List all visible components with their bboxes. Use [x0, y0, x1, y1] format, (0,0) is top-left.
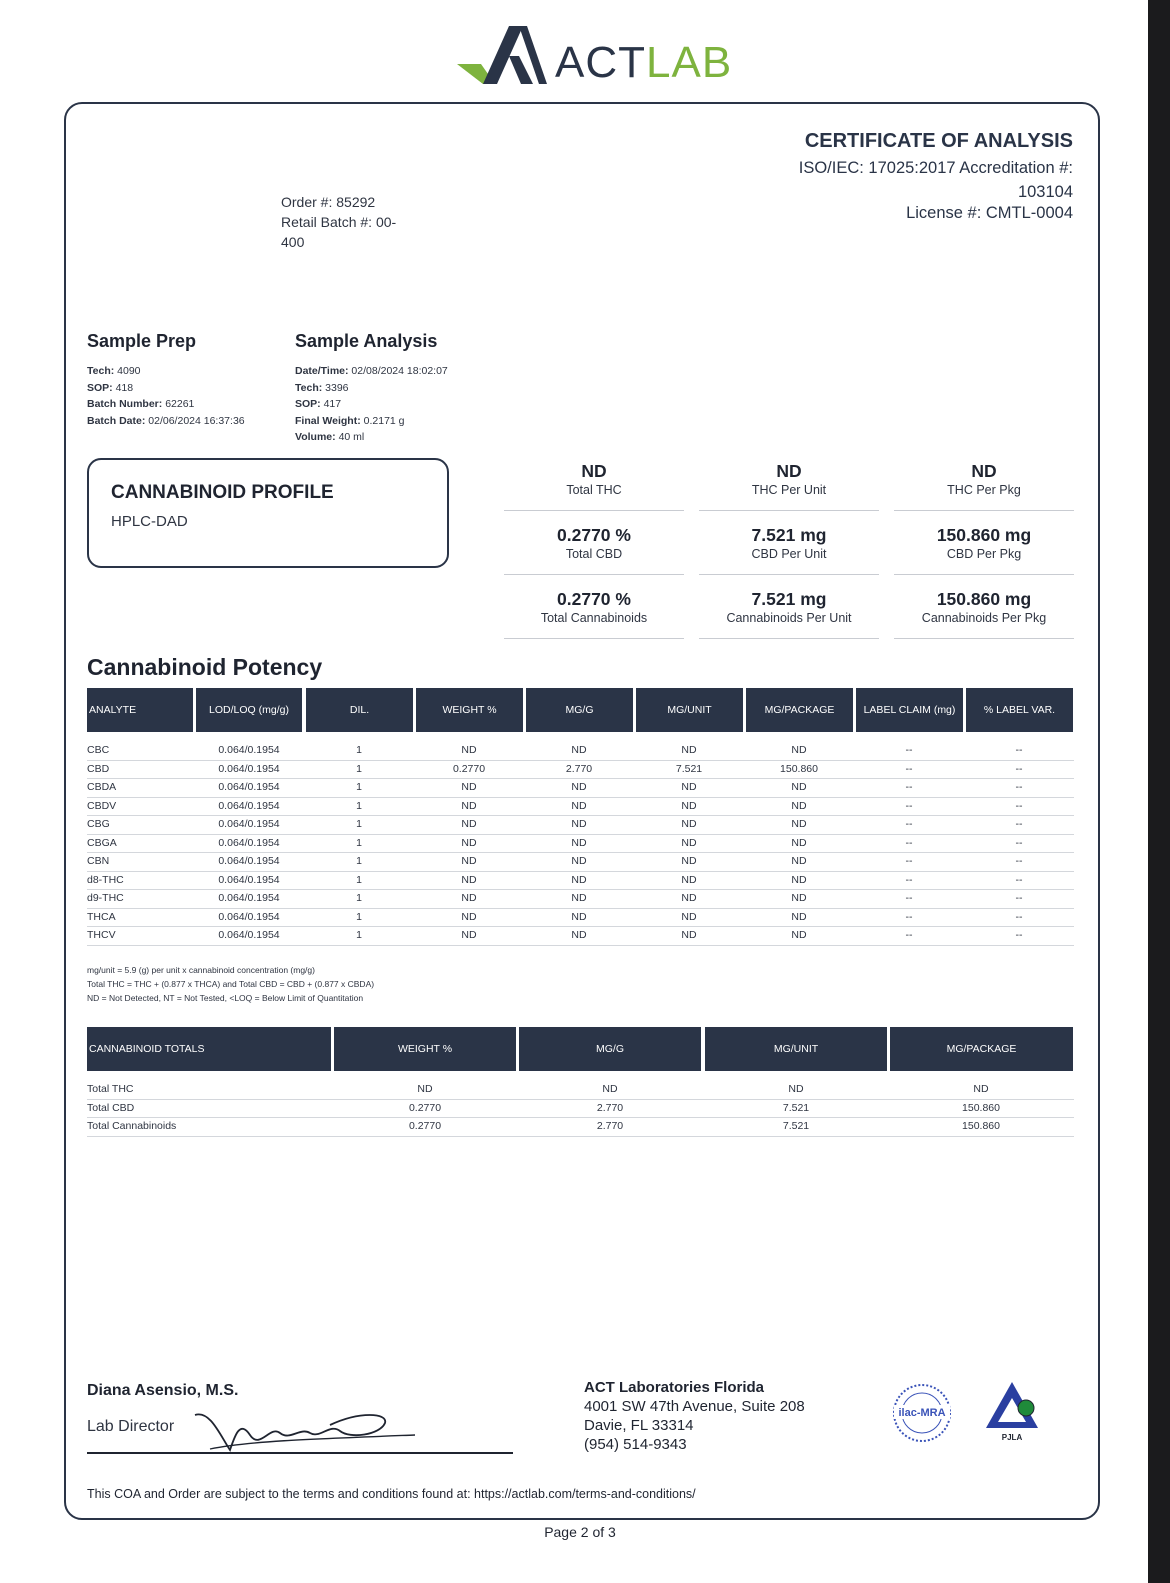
- potency-cell: --: [905, 818, 913, 830]
- potency-cell: 2.770: [565, 762, 593, 775]
- potency-cell: --: [1015, 762, 1023, 775]
- prep-tech-label: Tech:: [87, 365, 115, 377]
- terms-link[interactable]: https://actlab.com/terms-and-conditions/: [474, 1487, 696, 1501]
- prep-batch-number-value: 62261: [165, 398, 195, 410]
- potency-cell: 1: [356, 799, 362, 812]
- potency-row: [87, 926, 1074, 946]
- potency-cell: 1: [356, 855, 362, 867]
- lab-address-line1: 4001 SW 47th Avenue, Suite 208: [584, 1398, 805, 1415]
- totals-header-cell: MG/G: [519, 1027, 701, 1071]
- potency-cell: --: [1015, 873, 1023, 886]
- order-number: Order #: 85292: [281, 194, 376, 210]
- potency-cell: 0.064/0.1954: [218, 836, 280, 849]
- signer-role: Lab Director: [87, 1418, 175, 1435]
- potency-cell: ND: [461, 836, 477, 849]
- profile-title: CANNABINOID PROFILE: [111, 482, 334, 503]
- potency-row: [87, 741, 1074, 761]
- summary-value: 0.2770 %: [557, 589, 631, 609]
- lab-phone: (954) 514-9343: [584, 1436, 687, 1453]
- totals-row: [87, 1099, 1074, 1119]
- potency-cell: 0.2770: [452, 762, 486, 775]
- potency-row: [87, 871, 1074, 891]
- note-line: mg/unit = 5.9 (g) per unit x cannabinoid concentration (mg/g): [87, 965, 315, 975]
- potency-cell: ND: [461, 929, 477, 941]
- potency-cell: ND: [791, 836, 807, 849]
- page-number: Page 2 of 3: [544, 1524, 616, 1540]
- analysis-datetime-label: Date/Time:: [295, 365, 349, 377]
- logo-word-lab: LAB: [646, 38, 733, 87]
- potency-cell: CBDA: [87, 781, 117, 793]
- summary-value: 150.860 mg: [936, 525, 1032, 545]
- potency-cell: ND: [681, 892, 697, 904]
- totals-cell: Total CBD: [87, 1101, 135, 1114]
- potency-cell: ND: [571, 781, 587, 793]
- potency-cell: ND: [791, 799, 807, 812]
- summary-label: CBD Per Pkg: [946, 547, 1022, 561]
- svg-text:PJLA: PJLA: [1001, 1433, 1023, 1442]
- sample-prep-title: Sample Prep: [87, 331, 197, 351]
- potency-cell: 1: [356, 929, 362, 941]
- summary-value: 7.521 mg: [751, 525, 827, 545]
- potency-cell: 150.860: [780, 762, 818, 775]
- potency-row: [87, 797, 1074, 817]
- signature-line: [87, 1452, 513, 1454]
- potency-cell: ND: [681, 744, 697, 756]
- sample-analysis-details: [295, 363, 448, 446]
- potency-cell: ND: [681, 781, 697, 793]
- potency-cell: --: [1015, 929, 1023, 941]
- potency-cell: ND: [571, 799, 587, 812]
- certificate-title: CERTIFICATE OF ANALYSIS: [804, 130, 1073, 152]
- summary-value: 150.860 mg: [936, 589, 1032, 609]
- potency-cell: ND: [681, 818, 697, 830]
- summary-value: 7.521 mg: [751, 589, 827, 609]
- retail-batch: Retail Batch #: 00-400: [281, 214, 397, 250]
- potency-cell: ND: [571, 818, 587, 830]
- potency-cell: --: [1015, 836, 1023, 849]
- prep-sop-value: 418: [115, 381, 134, 394]
- potency-header-cell: WEIGHT %: [416, 688, 523, 732]
- ilac-mra-seal-icon: [891, 1383, 953, 1443]
- potency-cell: --: [905, 873, 913, 886]
- potency-cell: 1: [356, 762, 362, 775]
- analysis-final-weight-value: 0.2171 g: [363, 414, 405, 427]
- summary-value: 0.2770 %: [557, 525, 631, 545]
- potency-cell: ND: [461, 873, 477, 886]
- potency-cell: 0.064/0.1954: [218, 818, 280, 830]
- pjla-seal-icon: [982, 1378, 1048, 1446]
- note-line: Total THC = THC + (0.877 x THCA) and Total CBD = CBD + (0.877 x CBDA): [87, 979, 375, 989]
- potency-cell: 0.064/0.1954: [218, 799, 280, 812]
- potency-cell: ND: [461, 892, 477, 904]
- totals-header-cell: CANNABINOID TOTALS: [87, 1027, 331, 1071]
- potency-cell: ND: [791, 855, 807, 867]
- potency-cell: 1: [356, 781, 362, 793]
- potency-cell: --: [1015, 818, 1023, 830]
- potency-header-cell: LOD/LOQ (mg/g): [196, 688, 302, 732]
- potency-cell: 7.521: [675, 762, 703, 775]
- potency-header-cell: % LABEL VAR.: [966, 688, 1073, 732]
- summary-value: ND: [776, 461, 802, 481]
- summary-label: THC Per Unit: [751, 483, 827, 497]
- potency-cell: CBC: [87, 744, 110, 756]
- summary-label: Cannabinoids Per Unit: [726, 611, 852, 625]
- summary-cell: [894, 586, 1074, 639]
- potency-cell: ND: [461, 781, 477, 793]
- prep-batch-date-label: Batch Date:: [87, 414, 146, 427]
- potency-cell: ND: [681, 799, 697, 812]
- potency-row: [87, 908, 1074, 928]
- potency-cell: 1: [356, 818, 362, 830]
- totals-row: [87, 1080, 1074, 1100]
- iso-accreditation: ISO/IEC: 17025:2017 Accreditation #: 103104: [798, 159, 1073, 201]
- potency-cell: --: [1015, 744, 1023, 756]
- potency-cell: ND: [681, 855, 697, 867]
- potency-cell: 0.064/0.1954: [218, 910, 280, 923]
- totals-cell: 150.860: [962, 1101, 1000, 1114]
- potency-cell: ND: [681, 836, 697, 849]
- analysis-volume-label: Volume:: [295, 431, 336, 443]
- actlab-logo-icon: [457, 26, 555, 88]
- potency-cell: 0.064/0.1954: [218, 744, 280, 756]
- totals-cell: ND: [973, 1083, 989, 1095]
- potency-cell: --: [905, 762, 913, 775]
- summary-cell: [699, 458, 879, 511]
- potency-cell: ND: [571, 910, 587, 923]
- potency-cell: 0.064/0.1954: [218, 929, 280, 941]
- potency-cell: ND: [791, 892, 807, 904]
- totals-row: [87, 1117, 1074, 1137]
- potency-cell: --: [1015, 855, 1023, 867]
- analysis-sop-value: 417: [323, 398, 342, 410]
- potency-cell: --: [905, 799, 913, 812]
- potency-cell: CBGA: [87, 836, 117, 849]
- potency-cell: --: [905, 855, 913, 867]
- lab-name: ACT Laboratories Florida: [584, 1379, 765, 1396]
- potency-cell: CBN: [87, 855, 110, 867]
- potency-cell: CBG: [87, 818, 110, 830]
- actlab-wordmark: [555, 38, 732, 88]
- potency-cell: ND: [791, 929, 807, 941]
- potency-header-cell: MG/UNIT: [636, 688, 743, 732]
- potency-cell: 0.064/0.1954: [218, 873, 280, 886]
- totals-cell: Total Cannabinoids: [87, 1120, 177, 1132]
- potency-cell: ND: [571, 873, 587, 886]
- totals-header-cell: MG/UNIT: [705, 1027, 887, 1071]
- actlab-logo: [457, 26, 732, 90]
- potency-cell: ND: [571, 836, 587, 849]
- prep-batch-date-value: 02/06/2024 16:37:36: [148, 414, 245, 427]
- potency-cell: ND: [461, 910, 477, 923]
- potency-cell: --: [905, 929, 913, 941]
- summary-cell: [894, 522, 1074, 575]
- signer-name: Diana Asensio, M.S.: [87, 1382, 239, 1399]
- terms-prefix: This COA and Order are subject to the terms and conditions found at:: [87, 1487, 475, 1501]
- totals-cell: 7.521: [782, 1120, 810, 1132]
- potency-cell: 0.064/0.1954: [218, 892, 280, 904]
- potency-row: [87, 778, 1074, 798]
- prep-sop-label: SOP:: [87, 381, 113, 394]
- potency-cell: ND: [791, 910, 807, 923]
- potency-header-cell: MG/PACKAGE: [746, 688, 853, 732]
- potency-cell: CBDV: [87, 799, 117, 812]
- potency-cell: ND: [571, 855, 587, 867]
- summary-label: CBD Per Unit: [751, 547, 827, 561]
- analysis-tech-value: 3396: [325, 381, 349, 394]
- summary-cell: [504, 586, 684, 639]
- potency-row: [87, 760, 1074, 780]
- prep-tech-value: 4090: [117, 365, 141, 377]
- profile-method: HPLC-DAD: [111, 513, 188, 530]
- potency-cell: --: [905, 836, 913, 849]
- potency-cell: ND: [681, 910, 697, 923]
- potency-cell: 1: [356, 910, 362, 923]
- potency-cell: ND: [461, 855, 477, 867]
- potency-cell: 0.064/0.1954: [218, 855, 280, 867]
- potency-cell: ND: [461, 799, 477, 812]
- potency-row: [87, 852, 1074, 872]
- prep-batch-number-label: Batch Number:: [87, 398, 163, 410]
- summary-value: ND: [581, 461, 607, 481]
- analysis-datetime-value: 02/08/2024 18:02:07: [351, 365, 448, 377]
- logo-word-act: ACT: [555, 38, 646, 87]
- potency-row: [87, 834, 1074, 854]
- lab-address: [584, 1378, 805, 1454]
- order-info: [281, 192, 411, 252]
- potency-cell: 1: [356, 744, 362, 756]
- potency-row: [87, 889, 1074, 909]
- potency-row: [87, 815, 1074, 835]
- potency-cell: --: [1015, 892, 1023, 904]
- potency-cell: CBD: [87, 762, 110, 775]
- summary-cell: [699, 586, 879, 639]
- analysis-volume-value: 40 ml: [338, 431, 365, 443]
- potency-cell: 1: [356, 836, 362, 849]
- note-line: ND = Not Detected, NT = Not Tested, <LOQ = Below Limit of Quantitation: [87, 993, 364, 1003]
- summary-label: Total THC: [566, 483, 622, 497]
- summary-cell: [504, 522, 684, 575]
- potency-cell: ND: [791, 781, 807, 793]
- potency-cell: --: [905, 892, 913, 904]
- cannabinoid-profile-box: [87, 458, 449, 568]
- potency-cell: ND: [571, 892, 587, 904]
- totals-cell: 2.770: [596, 1120, 624, 1132]
- analysis-final-weight-label: Final Weight:: [295, 414, 361, 427]
- totals-cell: ND: [602, 1083, 618, 1095]
- svg-text:ilac-MRA: ilac-MRA: [898, 1407, 946, 1419]
- sample-analysis-title: Sample Analysis: [295, 331, 438, 351]
- potency-header-cell: ANALYTE: [87, 688, 193, 732]
- potency-header-cell: DIL.: [306, 688, 413, 732]
- summary-cell: [894, 458, 1074, 511]
- potency-cell: ND: [791, 818, 807, 830]
- summary-label: Total Cannabinoids: [540, 611, 648, 625]
- potency-cell: --: [905, 781, 913, 793]
- summary-label: Cannabinoids Per Pkg: [921, 611, 1047, 625]
- lab-address-line2: Davie, FL 33314: [584, 1417, 694, 1434]
- potency-cell: ND: [791, 744, 807, 756]
- potency-cell: 1: [356, 873, 362, 886]
- totals-cell: 0.2770: [408, 1101, 442, 1114]
- totals-cell: ND: [788, 1083, 804, 1095]
- potency-notes: [87, 963, 374, 1005]
- potency-title: Cannabinoid Potency: [87, 654, 323, 680]
- potency-cell: 0.064/0.1954: [218, 762, 280, 775]
- potency-cell: ND: [681, 873, 697, 886]
- summary-label: Total CBD: [565, 547, 623, 561]
- potency-cell: 0.064/0.1954: [218, 781, 280, 793]
- potency-cell: --: [1015, 781, 1023, 793]
- potency-cell: THCV: [87, 929, 116, 941]
- potency-cell: d9-THC: [87, 892, 124, 904]
- potency-cell: ND: [571, 744, 587, 756]
- totals-cell: 7.521: [782, 1101, 810, 1114]
- potency-cell: THCA: [87, 910, 116, 923]
- potency-cell: ND: [461, 744, 477, 756]
- summary-label: THC Per Pkg: [947, 483, 1021, 497]
- potency-cell: ND: [571, 929, 587, 941]
- potency-cell: 1: [356, 892, 362, 904]
- potency-cell: ND: [681, 929, 697, 941]
- totals-cell: 150.860: [962, 1120, 1000, 1132]
- potency-cell: --: [905, 910, 913, 923]
- summary-cell: [504, 458, 684, 511]
- potency-cell: --: [1015, 799, 1023, 812]
- totals-cell: ND: [417, 1083, 433, 1095]
- totals-header-cell: WEIGHT %: [334, 1027, 516, 1071]
- sample-prep-details: [87, 363, 245, 429]
- analysis-tech-label: Tech:: [295, 381, 323, 394]
- potency-cell: ND: [791, 873, 807, 886]
- potency-header-cell: MG/G: [526, 688, 633, 732]
- potency-header-cell: LABEL CLAIM (mg): [856, 688, 963, 732]
- terms-text: [87, 1487, 696, 1501]
- potency-cell: --: [905, 744, 913, 756]
- totals-cell: 0.2770: [408, 1120, 442, 1132]
- summary-cell: [699, 522, 879, 575]
- analysis-sop-label: SOP:: [295, 398, 321, 410]
- totals-cell: Total THC: [87, 1083, 134, 1095]
- totals-cell: 2.770: [596, 1101, 624, 1114]
- totals-header-cell: MG/PACKAGE: [890, 1027, 1073, 1071]
- potency-cell: ND: [461, 818, 477, 830]
- potency-cell: --: [1015, 910, 1023, 923]
- potency-cell: d8-THC: [87, 873, 124, 886]
- license-number: License #: CMTL-0004: [906, 204, 1073, 222]
- summary-value: ND: [971, 461, 997, 481]
- signature-image: [190, 1405, 420, 1455]
